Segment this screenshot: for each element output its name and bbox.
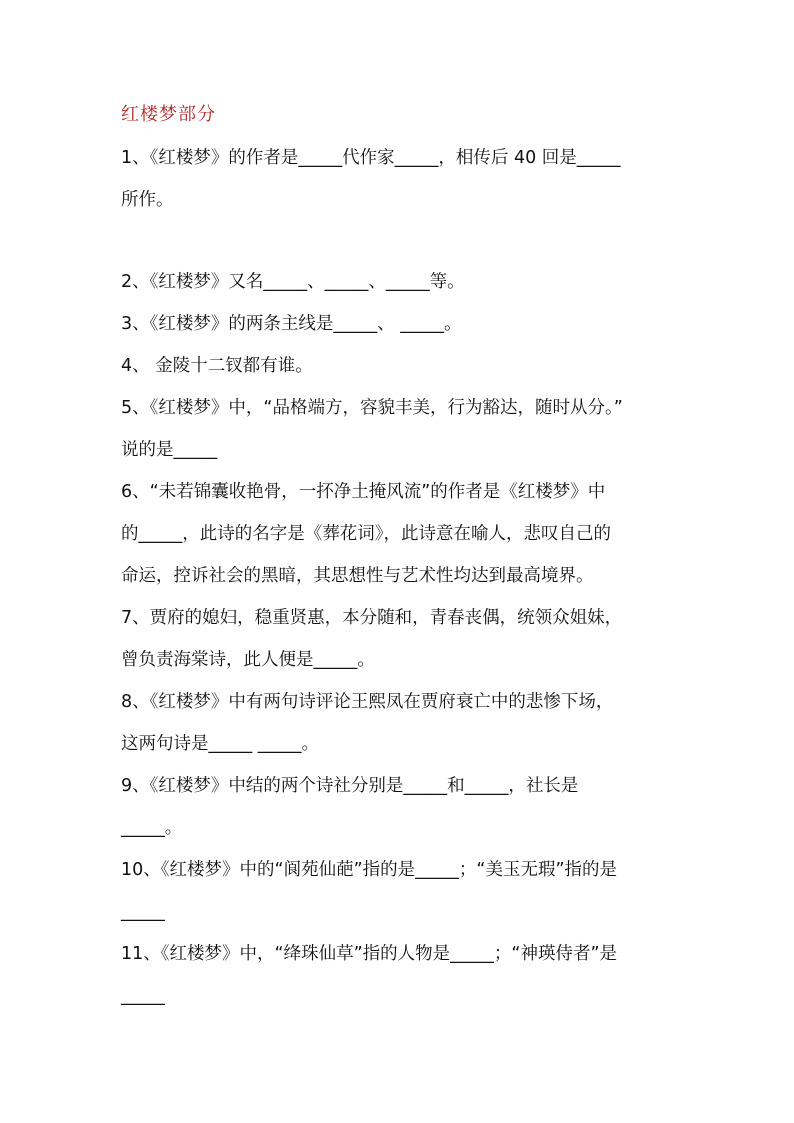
question-7-line-2: 曾负责海棠诗，此人便是_____。 bbox=[121, 650, 375, 670]
question-8-line-2: 这两句诗是_____ _____。 bbox=[121, 734, 320, 754]
question-10-line-1: 10、《红楼梦》中的“阆苑仙葩”指的是_____；“美玉无瑕”指的是 bbox=[121, 860, 618, 880]
question-7-line-1: 7、贾府的媳妇，稳重贤惠，本分随和，青春丧偶，统领众姐妹， bbox=[121, 608, 623, 628]
question-6-line-2: 的_____，此诗的名字是《葬花词》，此诗意在喻人，悲叹自己的 bbox=[121, 524, 611, 544]
document-content bbox=[121, 95, 701, 1017]
question-11-line-2: _____ bbox=[121, 986, 165, 1006]
question-4: 4、 金陵十二钗都有谁。 bbox=[121, 356, 313, 376]
question-1-line-2: 所作。 bbox=[121, 190, 174, 210]
question-1-line-1: 1、《红楼梦》的作者是_____代作家_____，相传后 40 回是_____ bbox=[121, 148, 621, 168]
question-3: 3、《红楼梦》的两条主线是_____、 _____。 bbox=[121, 314, 462, 334]
question-11-line-1: 11、《红楼梦》中，“绛珠仙草”指的人物是_____；“神瑛侍者”是 bbox=[121, 944, 618, 964]
question-5-line-2: 说的是_____ bbox=[121, 440, 218, 460]
question-2: 2、《红楼梦》又名_____、_____、_____等。 bbox=[121, 272, 465, 292]
blank-space bbox=[121, 221, 701, 261]
section-title: 红楼梦部分 bbox=[121, 104, 216, 125]
question-8-line-1: 8、《红楼梦》中有两句诗评论王熙凤在贾府衰亡中的悲惨下场， bbox=[121, 692, 614, 712]
question-6-line-1: 6、“未若锦囊收艳骨，一抔净土掩风流”的作者是《红楼梦》中 bbox=[121, 482, 606, 502]
question-5-line-1: 5、《红楼梦》中，“品格端方，容貌丰美，行为豁达，随时从分。” bbox=[121, 398, 623, 418]
question-6-line-3: 命运，控诉社会的黑暗，其思想性与艺术性均达到最高境界。 bbox=[121, 566, 594, 586]
question-9-line-2: _____。 bbox=[121, 818, 183, 838]
question-10-line-2: _____ bbox=[121, 902, 165, 922]
question-9-line-1: 9、《红楼梦》中结的两个诗社分别是_____和_____，社长是 bbox=[121, 776, 579, 796]
